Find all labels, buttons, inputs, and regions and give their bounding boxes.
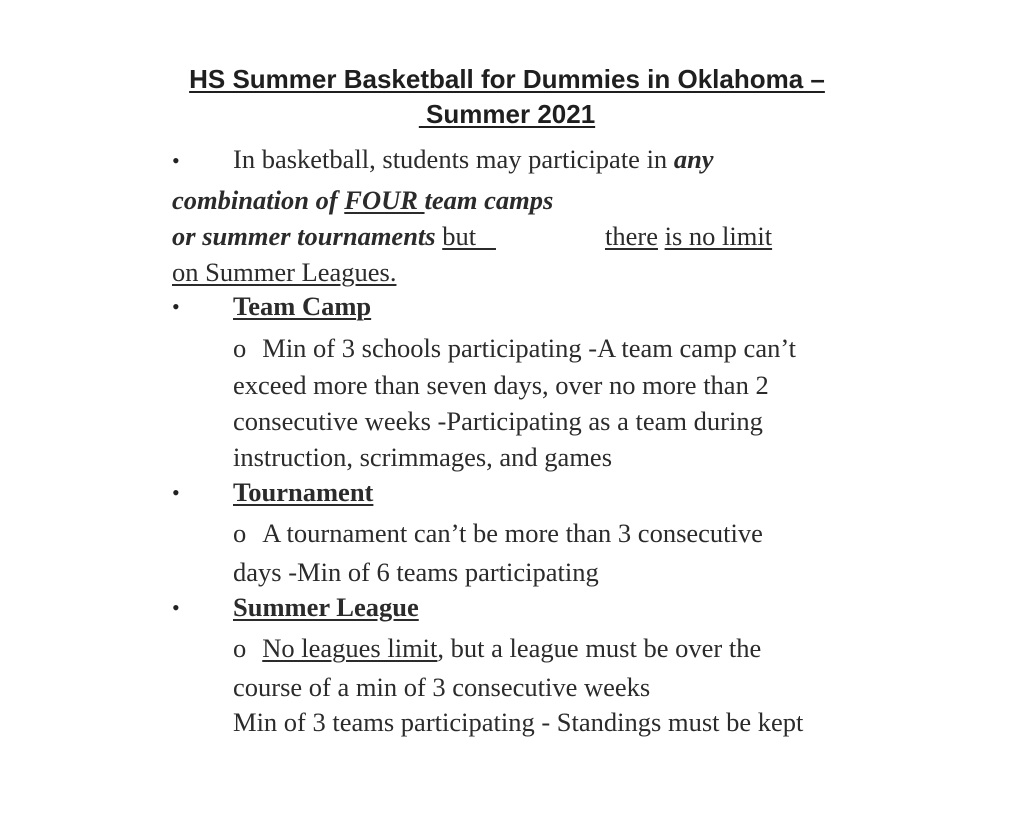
tournament-line-2: days -Min of 6 teams participating	[233, 557, 599, 587]
summer-league-line-2: course of a min of 3 consecutive weeks	[233, 672, 651, 702]
intro-line-3: or summer tournaments but	[172, 221, 496, 251]
document-title	[0, 62, 1014, 132]
bullet-icon: •	[172, 148, 180, 173]
team-camp-line-1: o Min of 3 schools participating -A team camp can’t	[233, 333, 797, 363]
title-line-2: Summer 2021	[418, 99, 596, 129]
title-line-1: HS Summer Basketball for Dummies in Oklahoma –	[189, 64, 825, 94]
team-camp-heading: Team Camp	[233, 291, 372, 321]
team-camp-line-2: exceed more than seven days, over no more than 2	[233, 370, 769, 400]
summer-league-line-1: o No leagues limit, but a league must be over the	[233, 633, 762, 663]
team-camp-line-3: consecutive weeks -Participating as a team during	[233, 406, 763, 436]
intro-line-4: on Summer Leagues.	[172, 257, 397, 287]
sub-bullet-icon: o	[233, 518, 247, 548]
summer-league-line-3: Min of 3 teams participating - Standings must be kept	[233, 707, 804, 737]
bullet-icon: •	[172, 294, 180, 319]
tournament-heading: Tournament	[233, 477, 374, 507]
bullet-icon: •	[172, 595, 180, 620]
sub-bullet-icon: o	[233, 633, 247, 663]
bullet-icon: •	[172, 480, 180, 505]
team-camp-line-4: instruction, scrimmages, and games	[233, 442, 613, 472]
sub-bullet-icon: o	[233, 333, 247, 363]
intro-line-2: combination of FOUR team camps	[172, 185, 554, 215]
intro-line-1: In basketball, students may participate in any	[233, 144, 714, 174]
summer-league-heading: Summer League	[233, 592, 419, 622]
tournament-line-1: o A tournament can’t be more than 3 consecutive	[233, 518, 763, 548]
intro-line-3b: there is no limit	[605, 221, 773, 251]
